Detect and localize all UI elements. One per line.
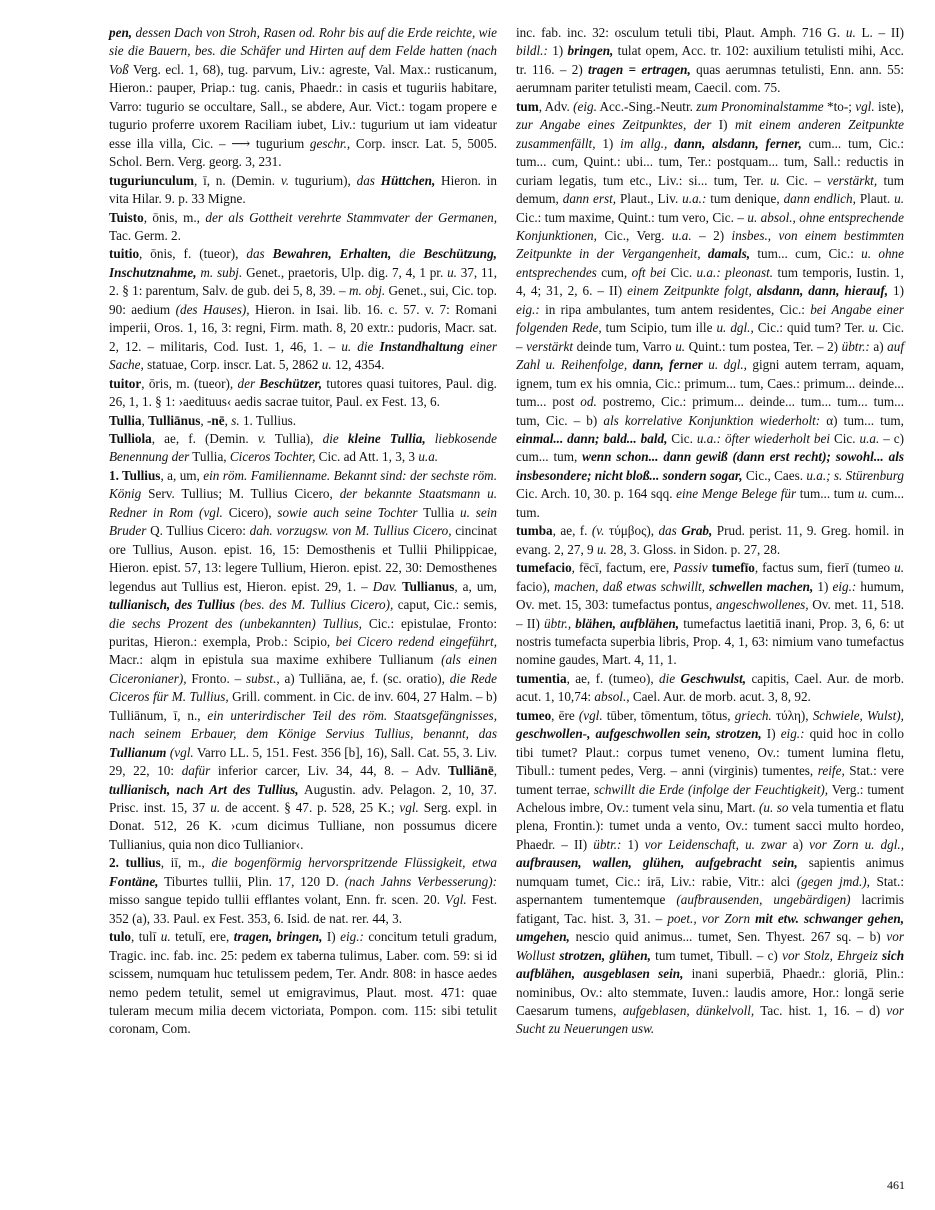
left-column bbox=[109, 24, 497, 1039]
entry-tumba: tumba, ae, f. (v. τύμβος), das Grab, Prud. perist. 11, 9. Greg. homil. in evang. 2, 27, 9 u. 28, 3. Gloss. in Sidon. p. 27, 28. bbox=[516, 523, 904, 557]
page-number: 461 bbox=[887, 1178, 905, 1192]
entry-tulliola: Tulliola, ae, f. (Demin. v. Tullia), die kleine Tullia, liebkosende Benennung der Tullia, Ciceros Tochter, Cic. ad Att. 1, 3, 3 u.a. bbox=[109, 430, 498, 465]
entry-tuitor: tuitor, ōris, m. (tueor), der Beschützer, tutores quasi tuitores, Paul. dig. 26, 1, 1. § 1: ›aedituus‹ aedis sacrae tuitor, Paul. ex Fest. 13, 6. bbox=[109, 375, 497, 410]
entry-tuitio: tuitio, ōnis, f. (tueor), das Bewahren, Erhalten, die Beschützung, Inschutznahme, m. subj. Genet., praetoris, Ulp. dig. 7, 4, 1 pr. u. 37, 11, 2. § 1: parentum, Salv. de gub. dei 5, 8, 39. – m. obj. Genet., sui, Cic. top. 90: aedium (des Hauses), Hieron. in Isai. lib. 16. c. 57. v. 7: Romani imperii, Oros. 1, 16, 3: regni, Firm. math. 8, 20 extr.: pudoris, Macr. sat. 2, 12. – militaris, Cod. Iust. 1, 46, 1. – u. die Instandhaltung einer Sache, statuae, Corp. inscr. Lat. 5, 2862 u. 12, 4354. bbox=[109, 246, 498, 373]
entry-tulo: tulo, tulī u. tetulī, ere, tragen, bringen, I) eig.: concitum tetuli gradum, Tragic. inc. fab. inc. 25: pedem ex taberna tulimus, Laber. com. 59: si id scissem, numquam huc tetulissem pedem, Ter. Andr. 808: in hasce aedes nemo pedem tetulit, semel ut emigravimus, Plaut. most. 471: quae tuleram mecum milia decem victoriata, Pompon. com. 115: sibi tetulit coronam, Com. bbox=[109, 929, 497, 1037]
right-column bbox=[516, 24, 904, 1039]
entry-tullius-1: 1. Tullius, a, um, ein röm. Familienname. Bekannt sind: der sechste röm. König Serv. Tullius; M. Tullius Cicero, der bekannte Staatsmann u. Redner in Rom (vgl. Cicero), sowie auch seine Tochter Tullia u. sein Bruder Q. Tullius Cicero: dah. vorzugsw. von M. Tullius Cicero, cincinat ore Tullius, Auson. epist. 16, 15: Demosthenis et Tullii Philippicae, Hieron. epist. 57, 13: legere Tullium, Hieron. epist. 22, 30: Demosthenes legendus aut Tullius est, Hieron. epist. 29, 1. – Dav. Tullianus, a, um, tullianisch, des Tullius (bes. des M. Tullius Cicero), caput, Cic.: semis, die sechs Prozent des (unbekannten) Tullius, Cic.: epistulae, Fronto: puritas, Hieron.: exempla, Prob.: Scipio, bei Cicero redend eingeführt, Macr.: alqm in epistula sua maxime exhibere Tullianum (als einen Ciceronianer), Fronto. – subst., a) Tulliāna, ae, f. (sc. oratio), die Rede Ciceros für M. Tullius, Grill. comment. in Cic. de inv. 604, 27 Halm. – b) Tulliānum, ī, n., ein unterirdischer Teil des röm. Staatsgefängnisses, nach seinem Erbauer, dem Könige Servius Tullius, benannt, das Tullianum (vgl. Varro LL. 5, 151. Fest. 356 [b], 16), Sall. Cat. 55, 3. Liv. 29, 22, 10: dafür inferior carcer, Liv. 34, 44, 8. – Adv. Tulliānē, tullianisch, nach Art des Tullius, Augustin. adv. Pelagon. 2, 10, 37. Prisc. inst. 15, 37 u. de accent. § 47. p. 528, 25 K.; vgl. Serg. expl. in Donat. 512, 26 K. ›cum dicimus Tulliane, non possumus dicere Tullianius, quia non dico Tullianior‹. bbox=[109, 467, 498, 852]
entry-tum: tum, Adv. (eig. Acc.-Sing.-Neutr. zum Pronominalstamme *to-; vgl. iste), zur Angabe eines Zeitpunktes, der I) mit einem anderen Zeitpunkte zusammenfällt, 1) im allg., dann, alsdann, ferner, cum... tum, Cic.: tum... cum, Quint.: ubi... tum, Ter.: postquam... tum, Sall.: reductis in curiam legatis, tum etc., Liv.: si... tum, Ter. u. Cic. – verstärkt, tum demum, dann erst, Plaut., Liv. u.a.: tum denique, dann endlich, Plaut. u. Cic.: tum maxime, Quint.: tum vero, Cic. – u. absol., ohne entsprechende Konjunktionen, Cic., Verg. u.a. – 2) insbes., von einem bestimmten Zeitpunkte in der Vergangenheit, damals, tum... cum, Cic.: u. ohne entsprechendes cum, oft bei Cic. u.a.: pleonast. tum temporis, Iustin. 1, 4, 4; 31, 2, 6. – II) einem Zeitpunkte folgt, alsdann, dann, hierauf, 1) eig.: in ripa ambulantes, tum antem residentes, Cic.: bei Angabe einer folgenden Rede, tum Scipio, tum ille u. dgl., Cic.: quid tum? Ter. u. Cic. – verstärkt deinde tum, Varro u. Quint.: tum postea, Ter. – 2) übtr.: a) auf Zahl u. Reihenfolge, dann, ferner u. dgl., gigni autem terram, aquam, ignem, tum ex his omnia, Cic.: primum... tum, Caes.: primum... deinde... tum... post od. postremo, Cic.: primum... deinde... tum... tum... tum... tum, Cic. – b) als korrelative Konjunktion wiederholt: α) tum... tum, einmal... dann; bald... bald, Cic. u.a.: öfter wiederholt bei Cic. u.a. – c) cum... tum, wenn schon... dann gewiß (dann erst recht); sowohl... als insbesondere; nicht bloß... sondern sogar, Cic., Caes. u.a.; s. Stürenburg Cic. Arch. 10, 30. p. 164 sqq. eine Menge Belege für tum... tum u. cum... tum. bbox=[516, 98, 905, 520]
entry-tumeo: tumeo, ēre (vgl. tūber, tōmentum, tōtus, griech. τύλη), Schwiele, Wulst), geschwollen-, aufgeschwollen sein, strotzen, I) eig.: quid hoc in collo tibi tumet? Plaut.: corpus tumet veneno, Ov.: tument lumina fletu, Tibull.: tument pedes, Verg. – anni (virginis) tumentes, reife, Stat.: vere tument terrae, schwillt die Erde (infolge der Feuchtigkeit), Verg.: tument Achelous imbre, Ov.: tument vela sinu, Mart. (u. so vela tumentia et flatu plena, Frontin.): tumet unda a vento, Ov.: tument sacci multo hordeo, Phaedr. – II) übtr.: 1) vor Leidenschaft, u. zwar a) vor Zorn u. dgl., aufbrausen, wallen, glühen, aufgebracht sein, sapientis animus numquam tumet, Cic.: irā, Liv.: rabie, Vitr.: alci (gegen jmd.), Stat.: aspernantem tumentemque (aufbrausenden, ungebärdigen) lacrimis fatigant, Tac. hist. 3, 31. – poet., vor Zorn mit etw. schwanger gehen, umgehen, nescio quid animus... tumet, Sen. Thyest. 267 sq. – b) vor Wollust strotzen, glühen, tum tumet, Tibull. – c) vor Stolz, Ehrgeiz sich aufblähen, ausgeblasen sein, inani superbiā, Phaedr.: gloriā, Plin.: nominibus, Ov.: alto stemmate, Iuven.: laudis amore, Hor.: longā serie Caesarum tumens, aufgeblasen, dünkelvoll, Tac. hist. 1, 16. – d) vor Sucht zu Neuerungen usw. bbox=[516, 707, 905, 1037]
entry-tugurium-cont: pen, dessen Dach von Stroh, Rasen od. Rohr bis auf die Erde reichte, wie sie die Bauern, bes. die Schäfer und Hirten auf dem Felde hatten (nach Voß Verg. ecl. 1, 68), tug. parvum, Liv.: agreste, Val. Max.: rusticanum, Hieron.: pauper, Priap.: tug. canis, Phaedr.: in casis et tuguriis habitare, Varro: tugurio se occultare, Sall., se abdere, Aur. Vict.: togam propere e tugurio proferre uxorem Raciliam iubet, Liv.: tugurium ut iam videatur esse illa villa, Cic. – ⟶ tugurium geschr., Corp. inscr. Lat. 5, 5005. Schol. Bern. Verg. georg. 3, 231. bbox=[109, 25, 497, 170]
entry-tumefacio: tumefacio, fēcī, factum, ere, Passiv tumefīo, factus sum, fierī (tumeo u. facio), machen, daß etwas schwillt, schwellen machen, 1) eig.: humum, Ov. met. 15, 303: tumefactus pontus, angeschwollenes, Ov. met. 11, 518. – II) übtr., blähen, aufblähen, tumefactus laetitiā inani, Prop. 3, 6, 6: ut nostris tumefacta superbia libris, Prop. 4, 1, 63: nimium vano tumefactus nomine gaudes, Mart. 4, 11, 1. bbox=[516, 560, 905, 668]
entry-tumentia: tumentia, ae, f. (tumeo), die Geschwulst, capitis, Cael. Aur. de morb. acut. 1, 10,74: absol., Cael. Aur. de morb. acut. 3, 8, 92. bbox=[516, 670, 904, 705]
entry-tullius-2: 2. tullius, iī, m., die bogenförmig hervorspritzende Flüssigkeit, etwa Fontäne, Tiburtes tullii, Plin. 17, 120 D. (nach Jahns Verbesserung): misso sangue tepido tullii efflantes volant, Enn. fr. scen. 20. Vgl. Fest. 352 (a), 33. Paul. ex Fest. 353, 6. Isid. de nat. rer. 44, 3. bbox=[109, 855, 497, 926]
entry-tuisto: Tuisto, ōnis, m., der als Gottheit verehrte Stammvater der Germanen, Tac. Germ. 2. bbox=[109, 209, 498, 243]
entry-tulo-cont: inc. fab. inc. 32: osculum tetuli tibi, Plaut. Amph. 716 G. u. L. – II) bildl.: 1) bringen, tulat opem, Acc. tr. 102: auxilium tetulisti mihi, Acc. tr. 116. – 2) tragen = ertragen, quas aerumnas tetulisti, Enn. ann. 55: aerumnam pariter tetulisti meam, Caecil. com. 75. bbox=[516, 25, 905, 96]
entry-tuguriunculum: tuguriunculum, ī, n. (Demin. v. tugurium), das Hüttchen, Hieron. in vita Hilar. 9. p. 33 Migne. bbox=[109, 172, 497, 207]
entry-tullia: Tullia, Tulliānus, -nē, s. 1. Tullius. bbox=[109, 412, 297, 428]
